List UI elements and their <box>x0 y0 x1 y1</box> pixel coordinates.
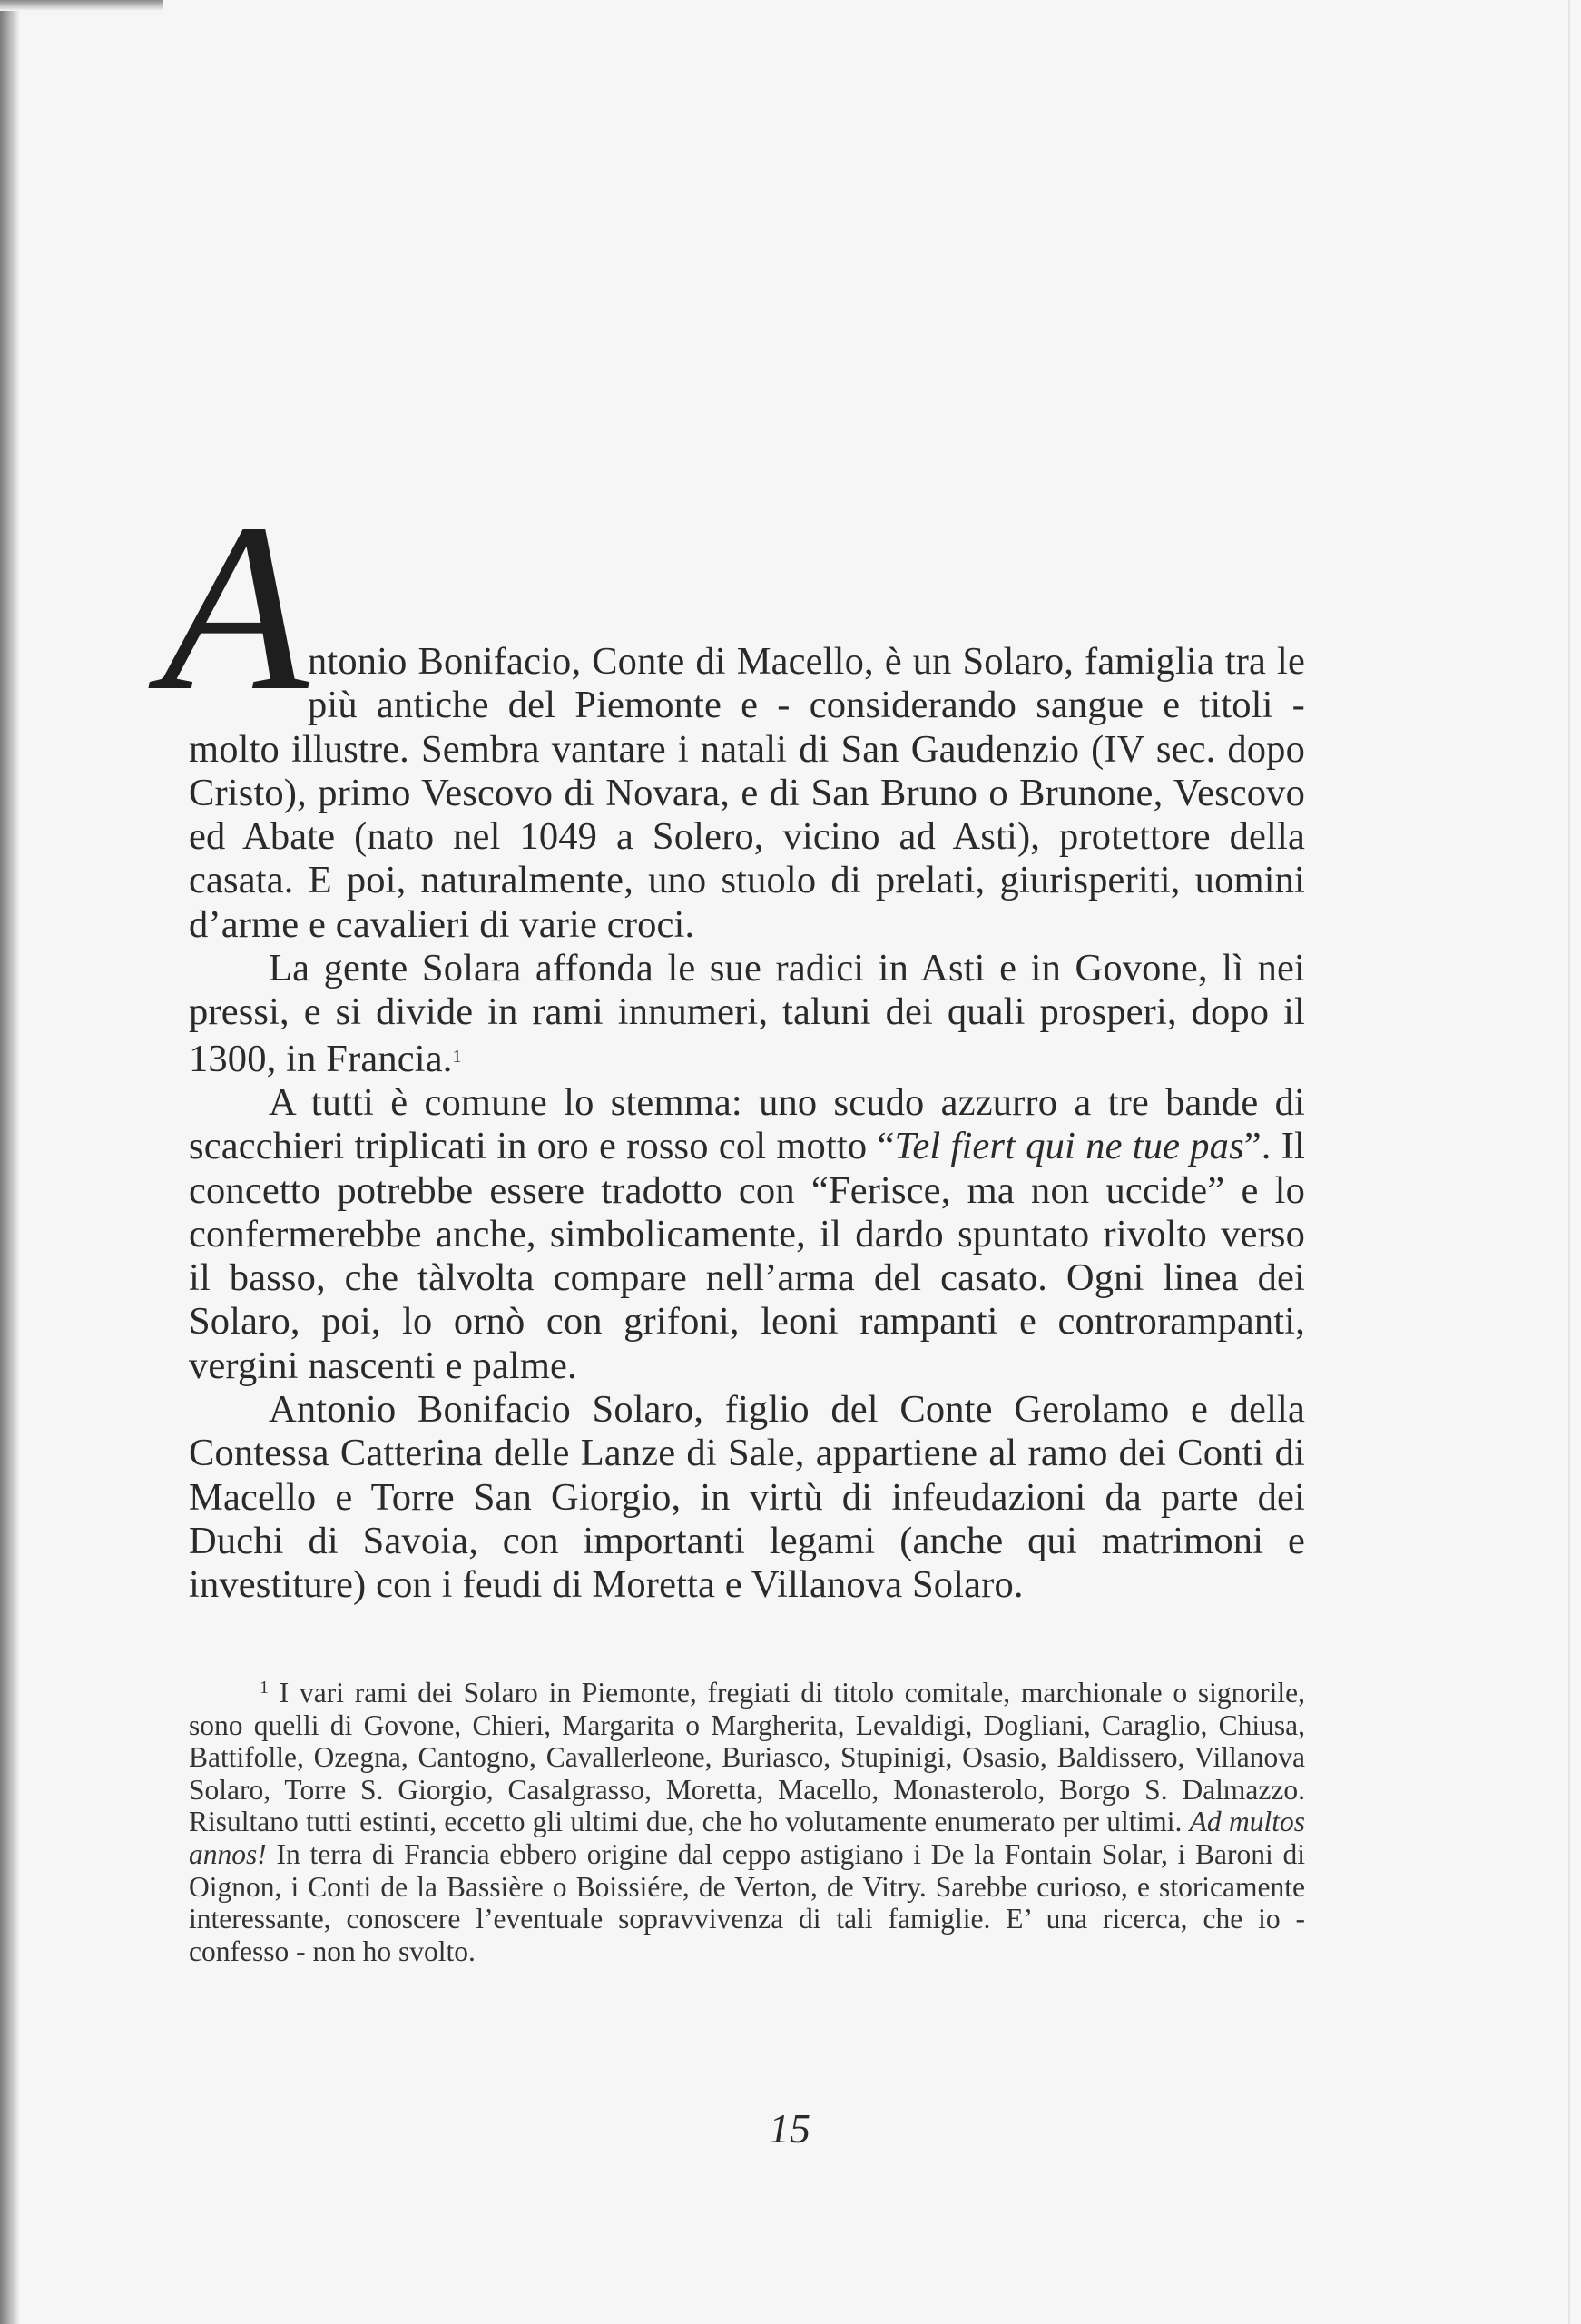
footnote-reference: 1 <box>452 1046 462 1067</box>
main-text <box>162 475 1305 1608</box>
footnote-text-end: In terra di Francia ebbero origine dal ceppo astigiano i De la Fontain Solar, i Baroni di Oignon, i Conti de la Bassière o Boissiére, de Verton, de Vitry. Sarebbe curioso, e storicamente interessante, conoscere l’eventuale sopravvivenza di tali famiglie. E’ una ricerca, che io - confesso - non ho svolto. <box>189 1837 1305 1967</box>
paragraph-3-start: A tutti è comune lo stemma: uno scudo azzurro a tre bande di scacchieri triplicati in oro e rosso col motto “ <box>189 1080 1305 1168</box>
footnote-marker: 1 <box>260 1678 269 1698</box>
paragraph-4-text: Antonio Bonifacio Solaro, figlio del Conte Gerolamo e della Contessa Catterina delle Lanze di Sale, appartiene al ramo dei Conti di Macello e Torre San Giorgio, in virtù di infeudazioni da parte dei Duchi di Savoia, con importanti legami (anche qui matrimoni e investiture) con i feudi di Moretta e Villanova Solaro. <box>189 1388 1305 1607</box>
footnote-text-start: I vari rami dei Solaro in Piemonte, fregiati di titolo comitale, marchionale o signorile, sono quelli di Govone, Chieri, Margarita o Margherita, Levaldigi, Dogliani, Caraglio, Chiusa, Battifolle, Ozegna, Cantogno, Cavallerleone, Buriasco, Stupinigi, Osasio, Baldissero, Villanova Solaro, Torre S. Giorgio, Casalgrasso, Moretta, Macello, Monasterolo, Borgo S. Dalmazzo. Risultano tutti estinti, eccetto gli ultimi due, che ho volutamente enumerato per ultimi. <box>189 1677 1305 1838</box>
paragraph-3 <box>189 1081 1305 1388</box>
paragraph-2 <box>189 947 1305 1081</box>
paragraph-2-text: La gente Solara affonda le sue radici in Asti e in Govone, lì nei pressi, e si divide in rami innumeri, taluni dei quali prosperi, dopo il 1300, in Francia. <box>189 947 1305 1080</box>
paragraph-3-rest: ”. Il concetto potrebbe essere tradotto con “Ferisce, ma non uccide” e lo confermerebbe anche, simbolicamente, il dardo spuntato rivolto verso il basso, che tàlvolta compare nell’arma del casato. Ogni linea dei Solaro, poi, lo ornò con grifoni, leoni rampanti e controrampanti, vergini nascenti e palme. <box>189 1125 1305 1387</box>
paragraph-1 <box>162 475 1305 947</box>
page-number: 15 <box>769 2105 810 2152</box>
page-edge-right <box>1568 0 1570 2324</box>
scan-edge-top <box>0 0 163 11</box>
drop-cap: A <box>162 475 309 741</box>
footnote-italic-phrase: Ad multos annos! <box>189 1806 1305 1870</box>
paragraph-1-text: ntonio Bonifacio, Conte di Macello, è un Solaro, famiglia tra le più antiche del Piemonte e - considerando sangue e titoli - molto illustre. Sembra vantare i natali di San Gaudenzio (IV sec. dopo Cristo), primo Vescovo di Novara, e di San Bruno o Brunone, Vescovo ed Abate (nato nel 1049 a Solero, vicino ad Asti), protettore della casata. E poi, naturalmente, uno stuolo di prelati, giurisperiti, uomini d’arme e cavalieri di varie croci. <box>189 640 1305 946</box>
scan-edge-left <box>0 0 20 2324</box>
motto-text: Tel fiert qui ne tue pas <box>894 1125 1244 1168</box>
footnote <box>189 1672 1305 1967</box>
paragraph-4 <box>189 1388 1305 1607</box>
